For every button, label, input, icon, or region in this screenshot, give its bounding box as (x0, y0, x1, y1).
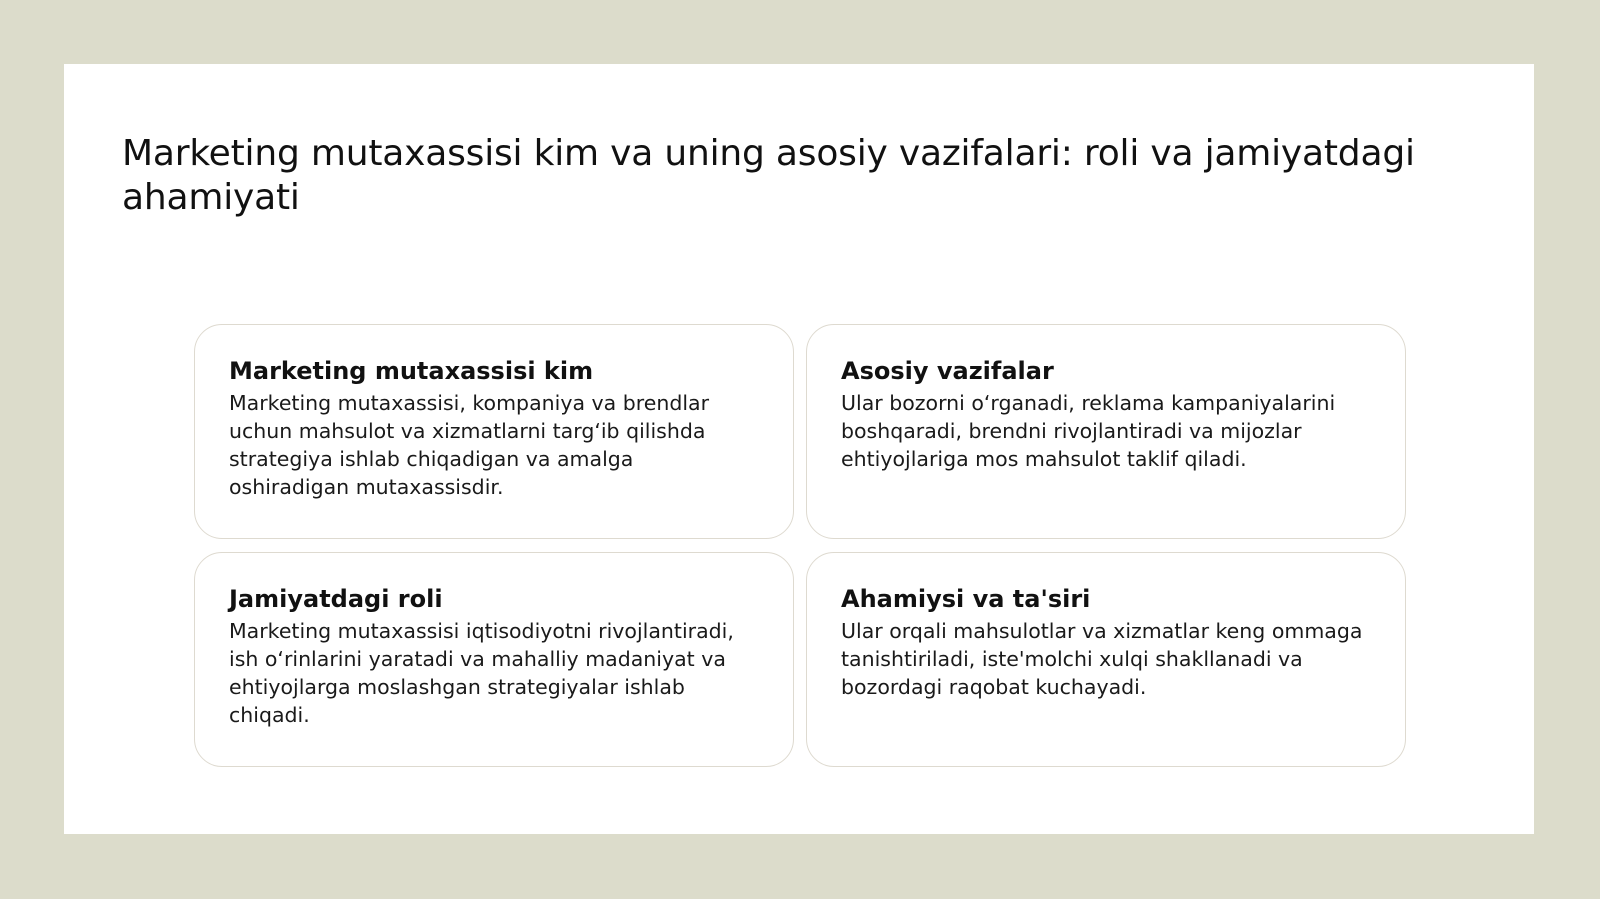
card-body: Marketing mutaxassisi, kompaniya va brendlar uchun mahsulot va xizmatlarni targ‘ib qilishda strategiya ishlab chiqadigan va amalga oshiradigan mutaxassisdir. (229, 391, 710, 499)
card-body: Marketing mutaxassisi iqtisodiyotni rivojlantiradi, ish o‘rinlarini yaratadi va mahalliy madaniyat va ehtiyojlarga moslashgan strategiyalar ishlab chiqadi. (229, 619, 734, 727)
card-body: Ular orqali mahsulotlar va xizmatlar keng ommaga tanishtiriladi, iste'molchi xulqi shakllanadi va bozordagi raqobat kuchayadi. (841, 619, 1363, 699)
slide-title: Marketing mutaxassisi kim va uning asosiy vazifalari: roli va jamiyatdagi ahamiyati (122, 133, 1415, 218)
card-role-in-society (194, 552, 794, 767)
card-heading: Asosiy vazifalar (841, 357, 1054, 385)
card-heading: Ahamiysi va ta'siri (841, 585, 1091, 613)
card-body: Ular bozorni o‘rganadi, reklama kampaniyalarini boshqaradi, brendni rivojlantiradi va mijozlar ehtiyojlariga mos mahsulot taklif qiladi. (841, 391, 1336, 471)
slide (64, 64, 1534, 834)
card-main-tasks (806, 324, 1406, 539)
card-marketing-specialist (194, 324, 794, 539)
card-heading: Marketing mutaxassisi kim (229, 357, 594, 385)
card-importance-impact (806, 552, 1406, 767)
card-heading: Jamiyatdagi roli (229, 585, 443, 613)
